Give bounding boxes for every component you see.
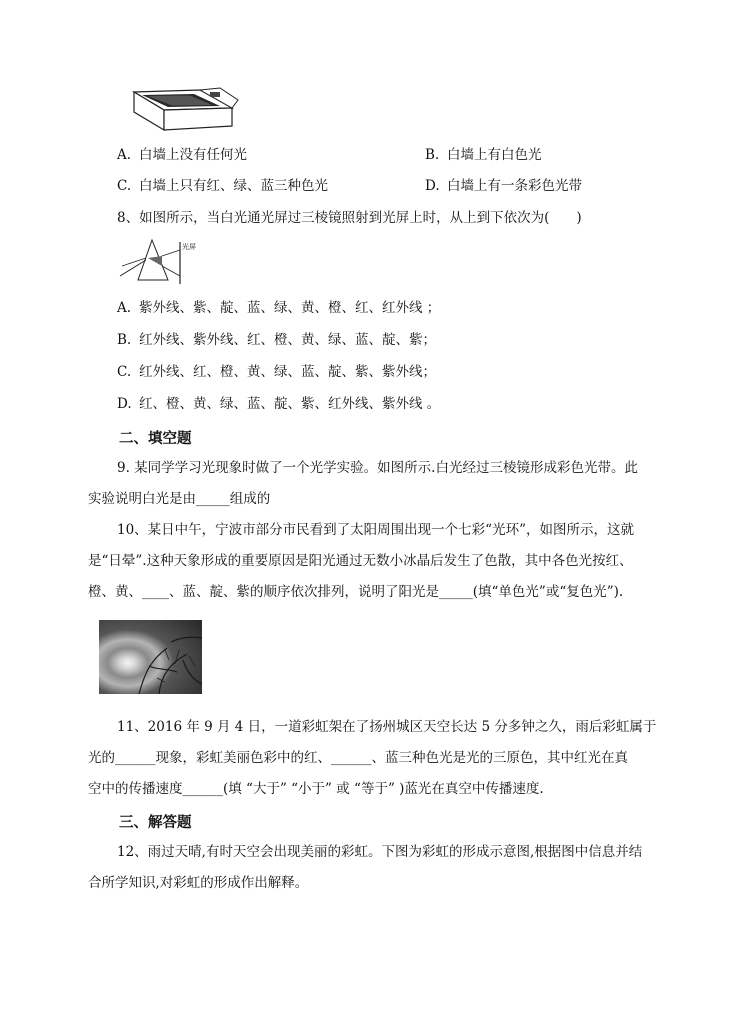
- option-letter: C.: [117, 364, 132, 380]
- q7-option-b: [425, 145, 542, 165]
- option-letter: B.: [425, 147, 440, 163]
- option-text: 红、橙、黄、绿、蓝、靛、紫、红外线、紫外线 。: [139, 396, 441, 412]
- q7-option-a: [117, 145, 247, 165]
- section-heading-answer: 三、解答题: [119, 815, 192, 831]
- q10-line-2: 是“日晕”.这种天象形成的重要原因是阳光通过无数小冰晶后发生了色散，其中各色光按红、: [88, 553, 633, 569]
- option-letter: A.: [117, 147, 132, 163]
- q11-line-3: 空中的传播速度______(填 “大于” “小于” 或 “等于” )蓝光在真空中传播速度.: [88, 781, 544, 797]
- option-letter: D.: [425, 178, 440, 194]
- prism-screen-figure: [118, 236, 198, 288]
- q8-option-a: [117, 298, 440, 318]
- q10-line-1: 10、某日中午，宁波市部分市民看到了太阳周围出现一个七彩“光环”，如图所示，这就: [117, 522, 634, 538]
- q12-line-1: 12、雨过天晴,有时天空会出现美丽的彩虹。下图为彩虹的形成示意图,根据图中信息并结: [117, 844, 643, 860]
- section-heading-fill-in: 二、填空题: [119, 431, 192, 447]
- q11-line-1: 11、2016 年 9 月 4 日，一道彩虹架在了扬州城区天空长达 5 分多钟之久，雨后彩虹属于: [117, 719, 657, 735]
- screen-label: 光屏: [182, 243, 196, 251]
- q9-line-1: 9. 某同学学习光现象时做了一个光学实验。如图所示.白光经过三棱镜形成彩色光带。此: [117, 460, 638, 476]
- q10-line-3: 橙、黄、____、蓝、靛、紫的顺序依次排列，说明了阳光是_____(填“单色光”或“复色光”).: [88, 584, 624, 600]
- q9-line-2: 实验说明白光是由_____组成的: [88, 491, 271, 507]
- option-letter: A.: [117, 300, 132, 316]
- option-letter: C.: [117, 178, 132, 194]
- q7-option-d: [425, 176, 582, 196]
- q8-option-b: [117, 330, 436, 350]
- q12-line-2: 合所学知识,对彩虹的形成作出解释。: [88, 875, 309, 891]
- option-text: 白墙上没有任何光: [139, 147, 247, 163]
- option-text: 白墙上只有红、绿、蓝三种色光: [139, 178, 328, 194]
- option-letter: B.: [117, 332, 132, 348]
- option-text: 白墙上有白色光: [447, 147, 542, 163]
- option-text: 红外线、红、橙、黄、绿、蓝、靛、紫、紫外线；: [139, 364, 436, 380]
- q7-option-c: [117, 176, 328, 196]
- option-text: 紫外线、紫、靛、蓝、绿、黄、橙、红、红外线 ；: [139, 300, 441, 316]
- q11-line-2: 光的______现象，彩虹美丽色彩中的红、______、蓝三种色光是光的三原色，其中红光在真: [88, 750, 628, 766]
- option-text: 白墙上有一条彩色光带: [447, 178, 582, 194]
- q8-stem: 8、如图所示，当白光通光屏过三棱镜照射到光屏上时，从上到下依次为( ): [117, 210, 582, 226]
- q8-option-d: [117, 394, 440, 414]
- box-apparatus-figure: [128, 86, 240, 134]
- q8-option-c: [117, 362, 436, 382]
- option-text: 红外线、紫外线、红、橙、黄、绿、蓝、靛、紫；: [139, 332, 436, 348]
- sun-halo-photo: [99, 620, 202, 694]
- option-letter: D.: [117, 396, 132, 412]
